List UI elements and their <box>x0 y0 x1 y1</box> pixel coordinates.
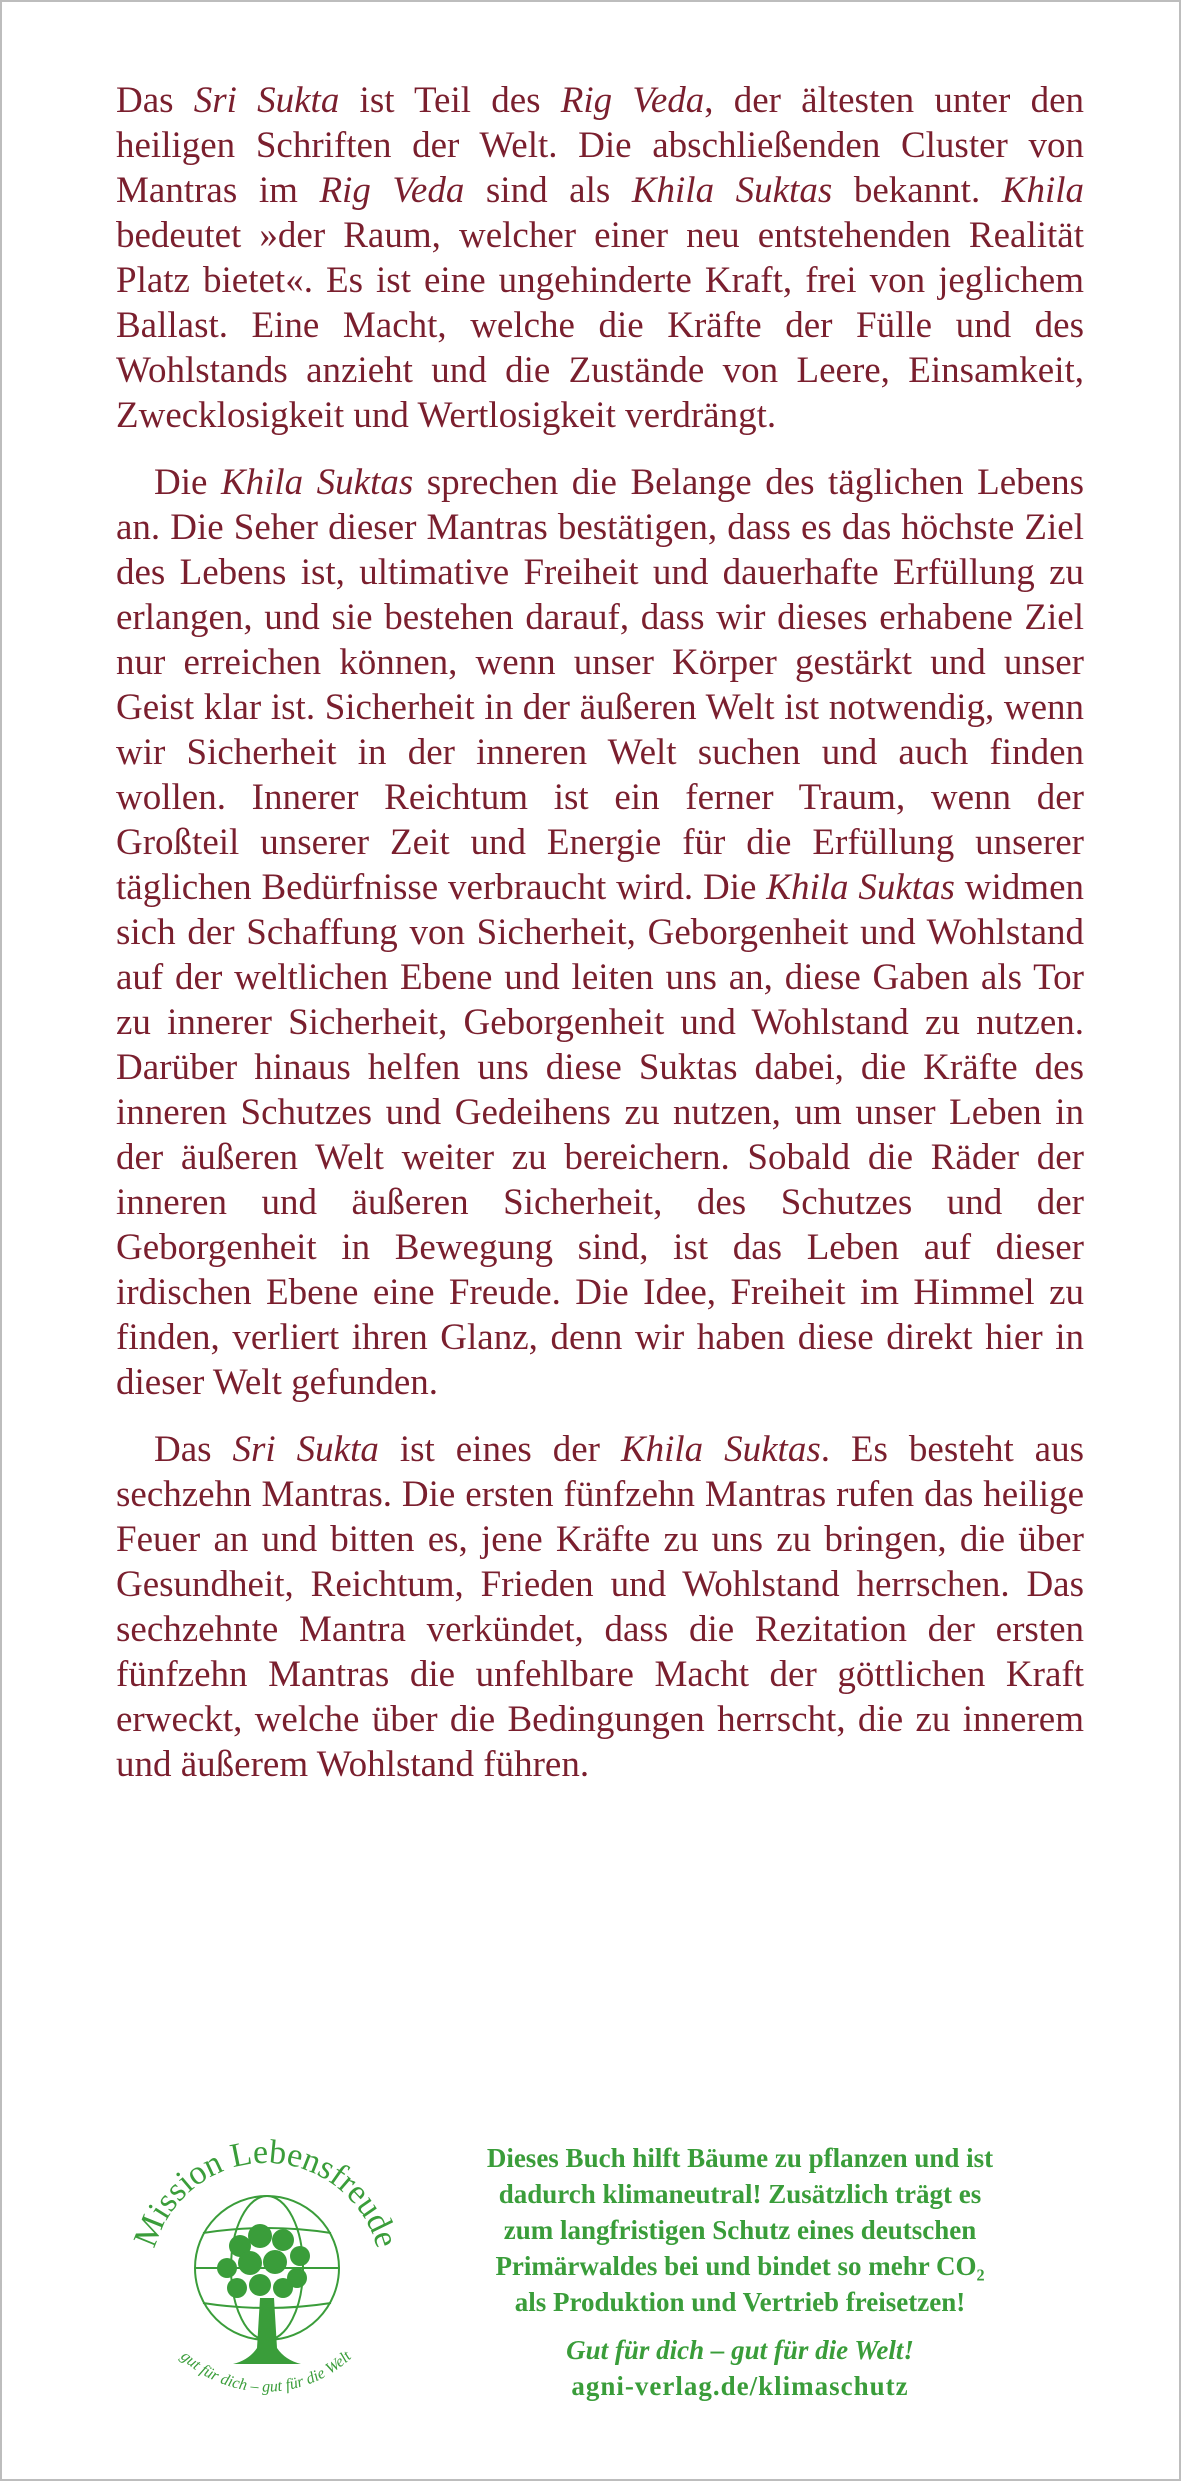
footer <box>0 2120 1181 2420</box>
text-run: Die <box>154 462 221 503</box>
notice-line: Dieses Buch hilft Bäume zu pflanzen und ist <box>486 2143 994 2173</box>
text-run: bekannt. <box>832 170 1002 211</box>
paragraph-1 <box>116 78 1084 438</box>
paragraph-2 <box>116 460 1084 1405</box>
text-run: Das <box>154 1429 233 1470</box>
notice-line: zum langfristigen Schutz eines deutschen <box>503 2215 977 2245</box>
climate-notice <box>420 2140 1060 2404</box>
tree-icon <box>217 2224 310 2364</box>
italic-term: Rig Veda <box>560 80 705 121</box>
italic-term: Khila Suktas <box>631 170 833 211</box>
italic-term: Khila Suktas <box>220 462 414 503</box>
notice-line: als Produktion und Vertrieb freisetzen! <box>514 2287 966 2317</box>
text-run: sind als <box>464 170 632 211</box>
text-run: ist Teil des <box>339 80 561 121</box>
italic-term: Khila <box>1001 170 1085 211</box>
text-run: ist eines der <box>378 1429 621 1470</box>
logo-sub-text: gut für dich – gut für die Welt <box>177 2347 355 2396</box>
italic-term: Rig Veda <box>319 170 465 211</box>
italic-term: Sri Sukta <box>193 80 340 121</box>
website-link[interactable]: agni-verlag.de/klimaschutz <box>571 2371 909 2401</box>
paragraph-3 <box>116 1427 1084 1787</box>
notice-line: Primärwaldes bei und bindet so mehr CO₂ <box>495 2251 985 2281</box>
italic-term: Sri Sukta <box>232 1429 379 1470</box>
logo-arc-text: Mission Lebensfreude <box>126 2133 406 2252</box>
italic-term: Khila Suktas <box>620 1429 821 1470</box>
text-run: Das <box>116 80 194 121</box>
text-run: . Es besteht aus sechzehn Mantras. Die ersten fünfzehn Mantras rufen das heilige Feuer an und bitten es, jene Kräfte zu uns zu bringen, die über Gesundheit, Reichtum, Frieden und Wohlstand herrschen. Das sechzehnte Mantra verkündet, dass die Rezitation der ersten fünfzehn Mantras die unfehlbare Macht der göttlichen Kraft erweckt, welche über die Bedingungen herrscht, die zu innerem und äußerem Wohlstand führen. <box>116 1429 1085 1785</box>
text-run: sprechen die Belange des täglichen Lebens an. Die Seher dieser Mantras bestätigen, dass es das höchste Ziel des Lebens ist, ultimative Freiheit und dauerhafte Erfüllung zu erlangen, und sie bestehen darauf, dass wir dieses erhabene Ziel nur erreichen können, wenn unser Körper gestärkt und unser Geist klar ist. Sicherheit in der äußeren Welt ist notwendig, wenn wir Sicherheit in der inneren Welt suchen und auch finden wollen. Innerer Reichtum ist ein ferner Traum, wenn der Großteil unserer Zeit und Energie für die Erfüllung unserer täglichen Bedürfnisse verbraucht wird. Die <box>116 462 1084 908</box>
mission-lebensfreude-logo <box>115 2128 415 2428</box>
main-text <box>116 78 1084 1809</box>
text-run: bedeutet »der Raum, welcher einer neu entstehenden Realität Platz bietet«. Es ist eine ungehinderte Kraft, frei von jeglichem Ballast. Eine Macht, welche die Kräfte der Fülle und des Wohlstands anzieht und die Zustände von Leere, Einsamkeit, Zwecklosigkeit und Wertlosigkeit verdrängt. <box>116 215 1084 436</box>
tagline: Gut für dich – gut für die Welt! <box>566 2335 914 2365</box>
text-run: , der ältesten unter den heiligen Schriften der Welt. Die abschließenden Cluster von Mantras im <box>116 80 1085 211</box>
notice-line: dadurch klimaneutral! Zusätzlich trägt es <box>498 2179 982 2209</box>
text-run: widmen sich der Schaffung von Sicherheit, Geborgenheit und Wohlstand auf der weltlichen Ebene und leiten uns an, diese Gaben als Tor zu innerer Sicherheit, Geborgenheit und Wohlstand zu nutzen. Darüber hinaus helfen uns diese Suktas dabei, die Kräfte des inneren Schutzes und Gedeihens zu nutzen, um unser Leben in der äußeren Welt weiter zu bereichern. Sobald die Räder der inneren und äußeren Sicherheit, des Schutzes und der Geborgenheit in Bewegung sind, ist das Leben auf dieser irdischen Ebene eine Freude. Die Idee, Freiheit im Himmel zu finden, verliert ihren Glanz, denn wir haben diese direkt hier in dieser Welt gefunden. <box>116 867 1084 1403</box>
italic-term: Khila Suktas <box>766 867 955 908</box>
